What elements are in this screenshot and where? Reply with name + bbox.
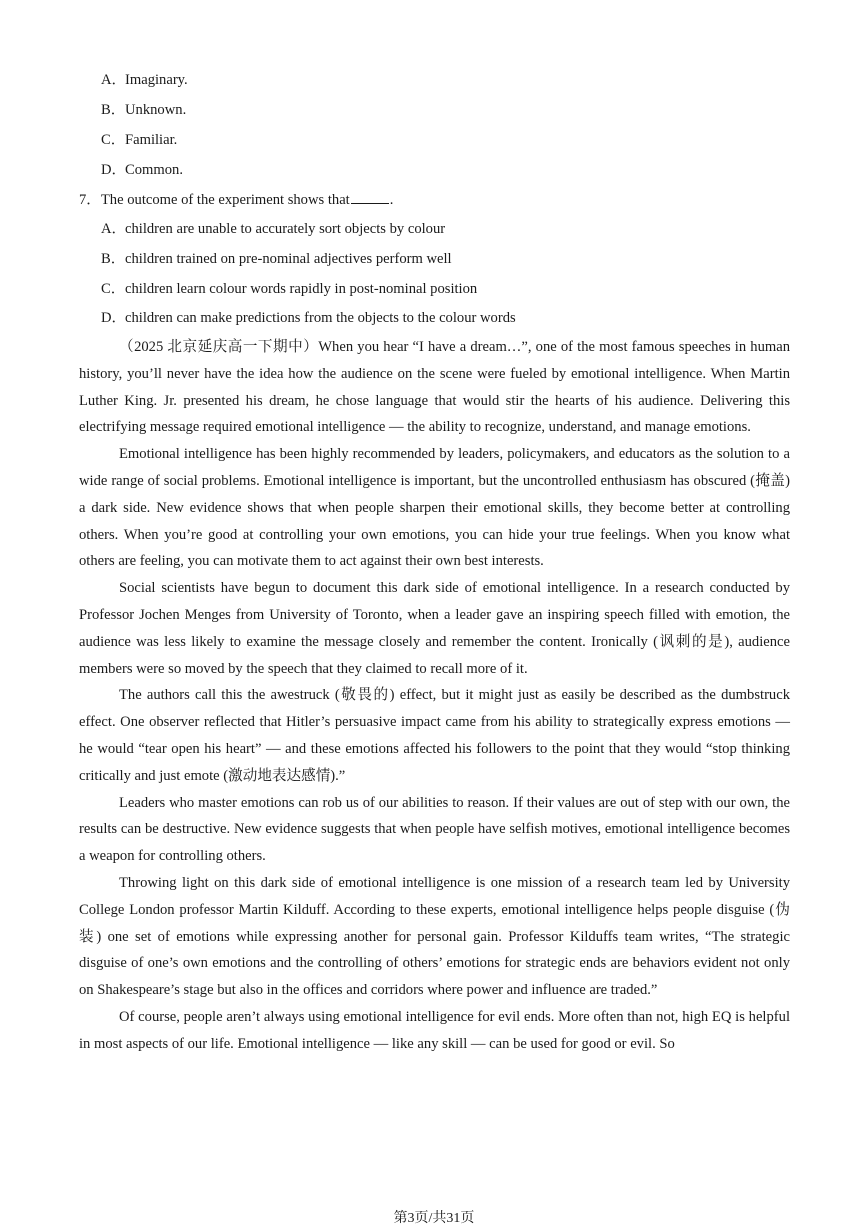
answer-blank	[351, 191, 389, 204]
passage-paragraph: Leaders who master emotions can rob us of our abilities to reason. If their values are out of step with our own, the results can be destructive. New evidence suggests that when people have selfish motives, emotional intelligence becomes a weapon for controlling others.	[79, 794, 790, 865]
q7-stem	[79, 188, 393, 209]
option-letter: A．	[101, 221, 127, 237]
option-letter: D．	[101, 162, 127, 178]
passage-paragraph: （2025 北京延庆高一下期中）When you hear “I have a dream…”, one of the most famous speeches in human history, you’ll never have the idea how the audience on the scene were fueled by emotional intelligence. When Martin Luther King. Jr. presented his dream, he chose language that would stir the hearts of his audience. Delivering this electrifying message required emotional intelligence — the ability to recognize, understand, and manage emotions.	[79, 339, 790, 436]
option-letter: C．	[101, 132, 126, 148]
option-text: Familiar.	[125, 132, 178, 148]
q7-option-c	[101, 277, 477, 298]
option-text: Unknown.	[125, 102, 187, 118]
option-text: Imaginary.	[125, 72, 188, 88]
passage-paragraph: Social scientists have begun to document this dark side of emotional intelligence. In a research conducted by Professor Jochen Menges from University of Toronto, when a leader gave an inspiring speech filled with emotion, the audience was less likely to examine the message closely and remember the content. Ironically (讽刺的是), audience members were so moved by the speech that they claimed to recall more of it.	[79, 580, 790, 677]
q6-option-c	[101, 128, 177, 149]
q7-option-b	[101, 247, 452, 268]
q7-option-d	[101, 306, 516, 327]
q7-stem-end: .	[389, 192, 394, 208]
q6-option-b	[101, 98, 186, 119]
option-text: children trained on pre-nominal adjectives perform well	[125, 251, 452, 267]
passage-paragraph: Throwing light on this dark side of emotional intelligence is one mission of a research team led by University College London professor Martin Kilduff. According to these experts, emotional intelligence helps people disguise (伪装) one set of emotions while expressing another for personal gain. Professor Kilduffs team writes, “The strategic disguise of one’s own emotions and the controlling of others’ emotions for strategic ends are behaviors evident not only on Shakespeare’s stage but also in the offices and corridors where power and influence are traded.”	[79, 874, 790, 999]
option-letter: C．	[101, 281, 126, 297]
option-letter: B．	[101, 251, 126, 267]
option-letter: A．	[101, 72, 127, 88]
reading-passage	[79, 334, 790, 1058]
q7-option-a	[101, 217, 445, 238]
q6-option-a	[101, 68, 188, 89]
passage-paragraph: Emotional intelligence has been highly recommended by leaders, policymakers, and educators as the solution to a wide range of social problems. Emotional intelligence is important, but the uncontrolled enthusiasm has obscured (掩盖) a dark side. New evidence shows that when people sharpen their emotional skills, they become better at controlling others. When you’re good at controlling your own emotions, you can hide your true feelings. When you know what others are feeling, you can motivate them to act against their own best interests.	[79, 446, 790, 570]
q7-stem-text: 7．The outcome of the experiment shows that	[79, 192, 350, 208]
q6-option-d	[101, 158, 183, 179]
option-letter: D．	[101, 310, 127, 326]
passage-paragraph: Of course, people aren’t always using emotional intelligence for evil ends. More often than not, high EQ is helpful in most aspects of our life. Emotional intelligence — like any skill — can be used for good or evil. So	[79, 1008, 790, 1052]
option-text: Common.	[125, 162, 183, 178]
page-number: 第3页/共31页	[393, 1211, 475, 1226]
option-text: children learn colour words rapidly in post-nominal position	[125, 281, 478, 297]
option-text: children are unable to accurately sort objects by colour	[125, 221, 446, 237]
option-text: children can make predictions from the objects to the colour words	[125, 310, 516, 326]
passage-paragraph: The authors call this the awestruck (敬畏的) effect, but it might just as easily be described as the dumbstruck effect. One observer reflected that Hitler’s persuasive impact came from his ability to strategically express emotions — he would “tear open his heart” — and these emotions affected his followers to the point that they would “stop thinking critically and just emote (激动地表达感情).”	[79, 687, 790, 784]
option-letter: B．	[101, 102, 126, 118]
